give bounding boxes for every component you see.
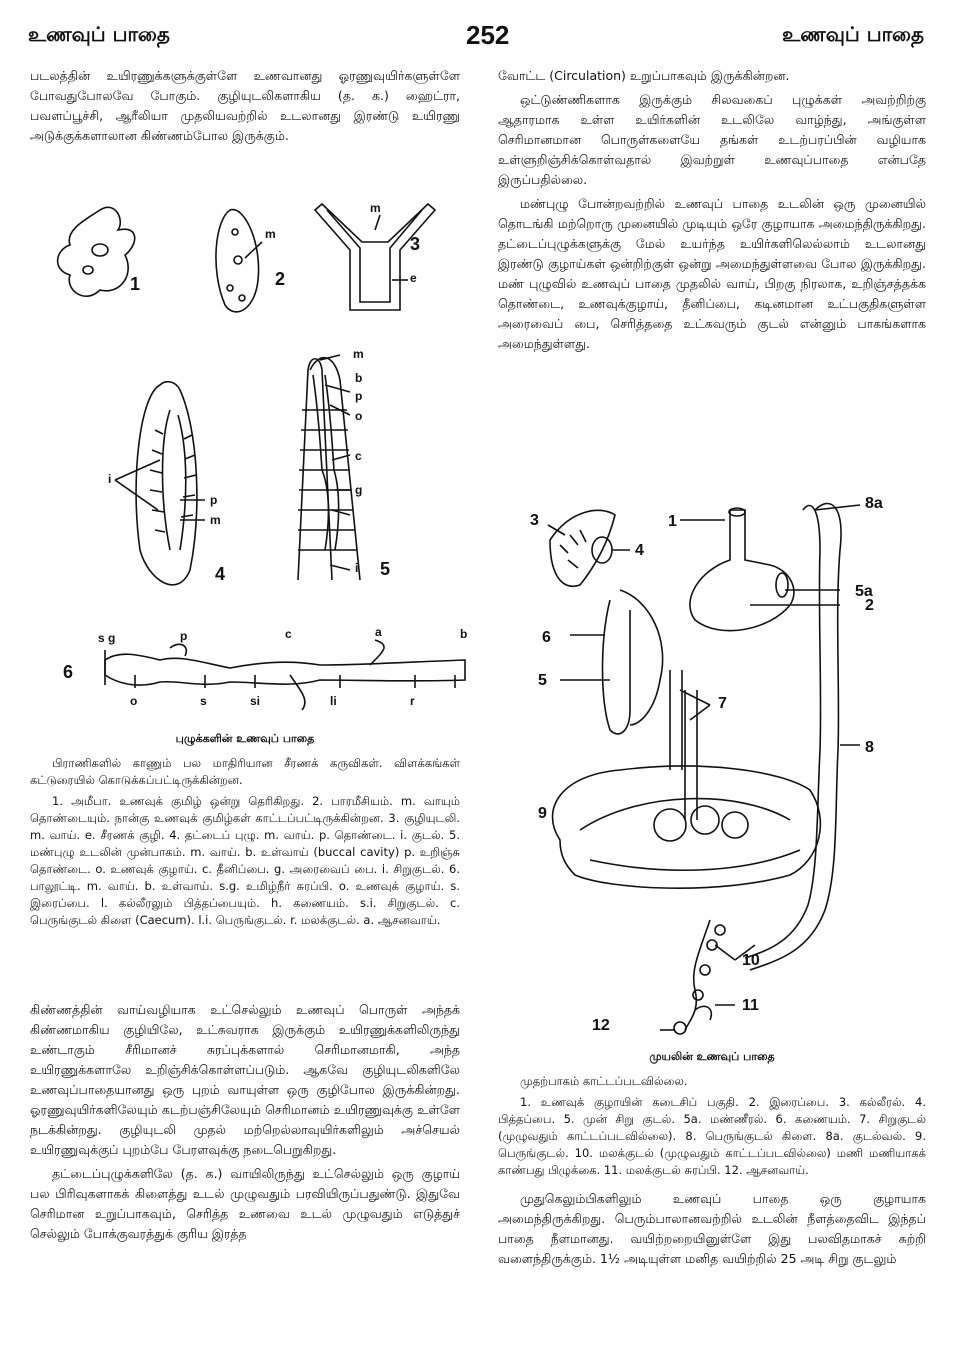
fig1-letter: r [410,694,415,708]
fig1-letter: i [355,561,359,575]
fig1-letter: p [355,389,363,403]
paragraph-circulation: வோட்ட (Circulation) உறுப்பாகவும் இருக்கின்றன. [498,68,790,83]
fig2-label-6: 6 [542,629,551,646]
fig1-letter: s [200,694,207,708]
paragraph-vertebrates: முதுகெலும்பிகளிலும் உணவுப் பாதை ஒரு குழாயாக அமைந்திருக்கிறது. பெரும்பாலானவற்றில் உடலின் நீளத்தைவிட இந்தப் பாதை நீளமானது. வயிற்றறையினுள்ளே இது பலவிதமாகச் சுற்றி வளைந்திருக்கும். 1½ அடியுள்ள மனித வயிற்றில் 25 அடி சிறு குடலும் [498,1191,926,1266]
figure2-intro: முதற்பாகம் காட்டப்படவில்லை. [520,1074,688,1088]
fig1-letter: o [355,409,363,423]
fig2-label-3: 3 [530,512,539,529]
fig1-letter: m [353,347,364,361]
running-header-left: உணவுப் பாதை [28,22,170,46]
fig2-label-5: 5 [538,672,547,689]
fig1-letter: g [355,483,363,497]
figure1-legend: 1. அமீபா. உணவுக் குமிழ் ஒன்று தெரிகிறது. 2. பாரமீசியம். m. வாயும் தொண்டையும். நான்கு உணவுக் குமிழ்கள் காட்டப்பட்டிருக்கின்றன. 3. குழியுடலி. m. வாய். e. சீரணக் குழி. 4. தட்டைப் புழு. m. வாய். p. தொண்டை. i. குடல். 5. மண்புழு உடலின் முன்பாகம். m. வாய். b. உள்வாய் (buccal cavity) p. உறிஞ்சு தொண்டை. o. உணவுக் குழாய். c. தீனிப்பை. g. அரைவைப் பை. i. சிறுகுடல். 6. பாலூட்டி. m. வாய். b. உள்வாய். s.g. உமிழ்நீர் சுரப்பி. o. உணவுக் குழாய். s. இரைப்பை. l. கல்லீரலும் பித்தப்பையும். h. கணையம். s.i. சிறுகுடல். c. பெருங்குடல் கிளை (Caecum). l.i. பெருங்குடல். r. மலக்குடல். a. ஆசனவாய். [30,794,460,927]
fig1-letter: m [210,513,221,527]
paragraph-parasites: ஒட்டுண்ணிகளாக இருக்கும் சிலவகைப் புழுக்கள் அவற்றிற்கு ஆதாரமாக உள்ள உயிர்களின் உடலிலே வாழ்ந்து, அங்குள்ள செரிமானமான பொருள்களையே தங்கள் உடற்பரப்பின் வழியாக உள்ளுறிஞ்சிக்கொள்வதால் இவற்றுள் உணவுப்பாதை என்பதே இருப்பதில்லை. [498,92,926,187]
fig1-letter: b [460,627,468,641]
fig2-label-12: 12 [592,1017,610,1034]
fig1-letter: b [355,371,363,385]
fig2-label-7: 7 [718,695,727,712]
fig1-label-3: 3 [410,234,421,254]
fig2-label-9: 9 [538,805,547,822]
right-column [498,66,926,358]
fig2-label-5a: 5a [855,583,873,600]
intro-paragraph: படலத்தின் உயிரணுக்களுக்குள்ளே உணவானது ஓரணுவுயிர்களுள்ளே போவதுபோலவே போகும். குழியுடலிகளாகிய (த. க.) ஹைட்ரா, பவளப்பூச்சி, ஆரீலியா முதலியவற்றில் உடலானது இரண்டு உயிரணு அடுக்குக்களாலான கிண்ணம்போல இருக்கும். [30,68,460,143]
fig1-letter: m [265,227,276,241]
fig1-letter: si [250,694,261,708]
fig2-label-2: 2 [865,597,874,614]
page-number: 252 [466,20,510,50]
left-column-bottom [30,1000,460,1248]
fig1-letter: e [410,271,417,285]
fig1-letter: c [285,627,292,641]
figure2-legend: 1. உணவுக் குழாயின் கடைசிப் பகுதி. 2. இரைப்பை. 3. கல்லீரல். 4. பித்தப்பை. 5. முன் சிறு குடல். 5a. மண்ணீரல். 6. கணையம். 7. சிறுகுடல் (முழுவதும் காட்டப்படவில்லை). 8. பெருங்குடல் கிளை. 8a. குடல்வல். 9. பெருங்குடல். 10. மலக்குடல் (முழுவதும் காட்டப்படவில்லை) மணி மணியாகக் காண்பது பிழுக்கை. 11. மலக்குடல் சுரப்பி. 12. ஆசனவாய். [498,1095,926,1177]
fig1-letter: a [375,625,382,639]
running-header-right: உணவுப் பாதை [782,22,924,46]
fig1-letter: o [130,694,138,708]
fig1-label-1: 1 [130,274,141,294]
fig1-label-4: 4 [215,564,226,584]
paragraph-flatworm: தட்டைப்புழுக்களிலே (த. க.) வாயிலிருந்து உட்செல்லும் ஒரு குழாய் பல பிரிவுகளாகக் கிளைத்து உடல் முழுவதும் பரவியிருப்பதுண்டு. இதுவே செரிமான உறுப்பாகவும், செரித்த உணவை உடல் முழுவதும் எடுத்துச் செல்லும் போக்குவரத்துக் குரிய இரத்த [30,1166,460,1241]
fig1-letter: s g [98,631,116,645]
fig1-letter: c [355,449,362,463]
paragraph-earthworm: மண்புழு போன்றவற்றில் உணவுப் பாதை உடலின் ஒரு முனையில் தொடங்கி மற்றொரு முனையில் முடியும் ஒரே குழாயாக அமைந்திருக்கிறது. தட்டைப்புழுக்களுக்கு மேல் உயர்ந்த உயிர்களிலெல்லாம் உடலானது இரண்டு குழாய்கள் ஒன்றிற்குள் ஒன்று அமைந்துள்ளவை போல இருக்கிறது. மண் புழுவில் உணவுப் பாதை முதலில் வாய், பிறகு நிரலாக, உறிஞ்சத்தக்க தொண்டை, உணவுக்குழாய், தீனிப்பை, கடினமான உட்பகுதிகளுள்ள அரைவைப் பை, செரித்ததை உட்கவரும் குடல் என்னும் பாகங்களாக அமைந்துள்ளது. [498,196,926,351]
fig2-label-8a: 8a [865,495,883,512]
fig2-label-1: 1 [668,513,677,530]
left-column-lower [30,728,460,933]
fig2-label-4: 4 [635,542,644,559]
rabbit-digestive-figure [520,490,920,1040]
right-column-lower [498,1046,926,1273]
fig1-letter: p [180,629,188,643]
paragraph-bowl: கிண்ணத்தின் வாய்வழியாக உட்செல்லும் உணவுப் பொருள் அந்தக் கிண்ணமாகிய குழியிலே, உட்சுவராக இருக்கும் உயிரணுக்களிலிருந்து உண்டாகும் சீரிமானச் சுரப்புக்களால் செரிமானமாகி, அந்த உயிரணுக்களாலே உறிஞ்சிக்கொள்ளப்படும். ஆகவே குழியுடலிகளிலே உணவுப்பாதையானது ஒரு புறம் வாயுள்ள ஒரு குழிபோல இருக்கின்றது. ஓரணுவுயிர்களிலேயும் கடற்பஞ்சிலேயும் செரிமானம் உயிரணுவுக்கு உள்ளே நடக்கின்றது. குழியுடலி முதல் மற்றெல்லாவுயிர்களிலும் அச்செயல் உயிரணுவுக்குப் புறம்பே பேரளவுக்கு நடைபெறுகிறது. [30,1002,460,1157]
fig1-label-6: 6 [63,662,74,682]
fig2-label-8: 8 [865,739,874,756]
figure1-intro: பிராணிகளில் காணும் பல மாதிரியான சீரணக் கருவிகள். விளக்கங்கள் கட்டுரையில் கொடுக்கப்பட்டிருக்கின்றன. [30,756,460,787]
figure2-caption: முயலின் உணவுப் பாதை [649,1050,775,1063]
left-column [30,66,460,150]
fig1-letter: li [330,694,337,708]
fig1-label-2: 2 [275,269,286,289]
fig1-label-5: 5 [380,559,391,579]
worm-digestive-figure [30,170,470,745]
fig1-letter: i [108,472,112,486]
fig2-label-11: 11 [742,997,759,1014]
fig1-letter: p [210,493,218,507]
fig2-label-10: 10 [742,952,760,969]
figure1-caption: புழுக்களின் உணவுப் பாதை [175,732,315,745]
fig1-letter: m [370,201,381,215]
